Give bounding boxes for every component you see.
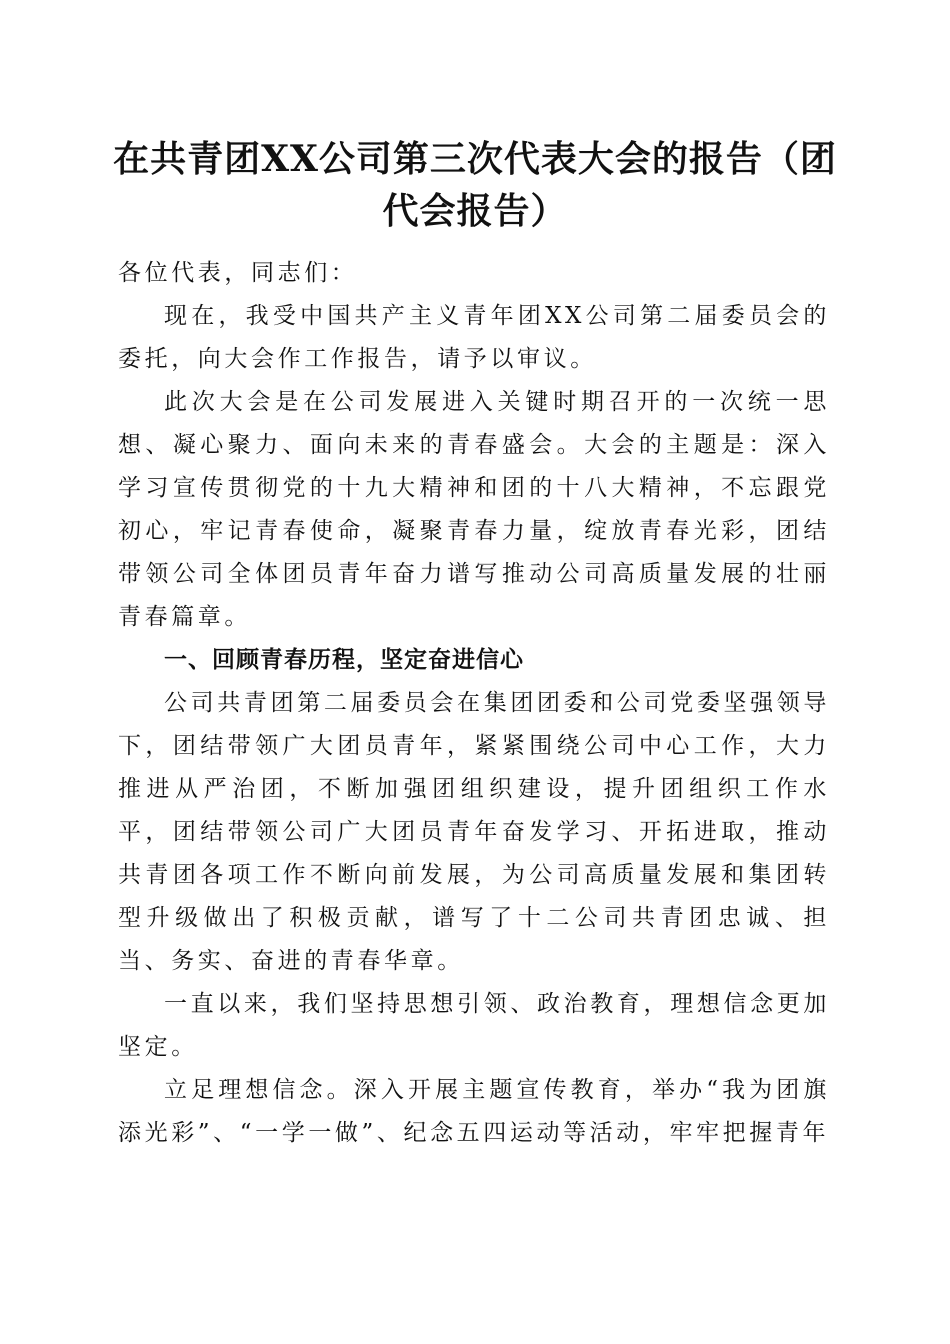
paragraph-intro: 现在，我受中国共产主义青年团XX公司第二届委员会的委托，向大会作工作报告，请予以审议。 [118, 303, 830, 372]
paragraph-ideals: 立足理想信念。深入开展主题宣传教育，举办“我为团旗添光彩”、“一学一做”、纪念五四运动等活动，牢牢把握青年 [118, 1077, 830, 1146]
paragraph-theme: 此次大会是在公司发展进入关键时期召开的一次统一思想、凝心聚力、面向未来的青春盛会。大会的主题是：深入学习宣传贯彻党的十九大精神和团的十八大精神，不忘跟党初心，牢记青春使命，凝聚青春力量，绽放青春光彩，团结带领公司全体团员青年奋力谱写推动公司高质量发展的壮丽青春篇章。 [118, 389, 830, 630]
paragraph-ideology: 一直以来，我们坚持思想引领、政治教育，理想信念更加坚定。 [118, 991, 830, 1060]
paragraph-review: 公司共青团第二届委员会在集团团委和公司党委坚强领导下，团结带领广大团员青年，紧紧围绕公司中心工作，大力推进从严治团，不断加强团组织建设，提升团组织工作水平，团结带领公司广大团员青年奋发学习、开拓进取，推动共青团各项工作不断向前发展，为公司高质量发展和集团转型升级做出了积极贡献，谱写了十二公司共青团忠诚、担当、务实、奋进的青春华章。 [118, 690, 830, 974]
document-title: 在共青团XX公司第三次代表大会的报告（团代会报告） [113, 138, 837, 232]
section-heading: 一、回顾青春历程，坚定奋进信心 [164, 647, 524, 673]
document-body [118, 252, 830, 1155]
salutation: 各位代表，同志们： [118, 260, 358, 286]
